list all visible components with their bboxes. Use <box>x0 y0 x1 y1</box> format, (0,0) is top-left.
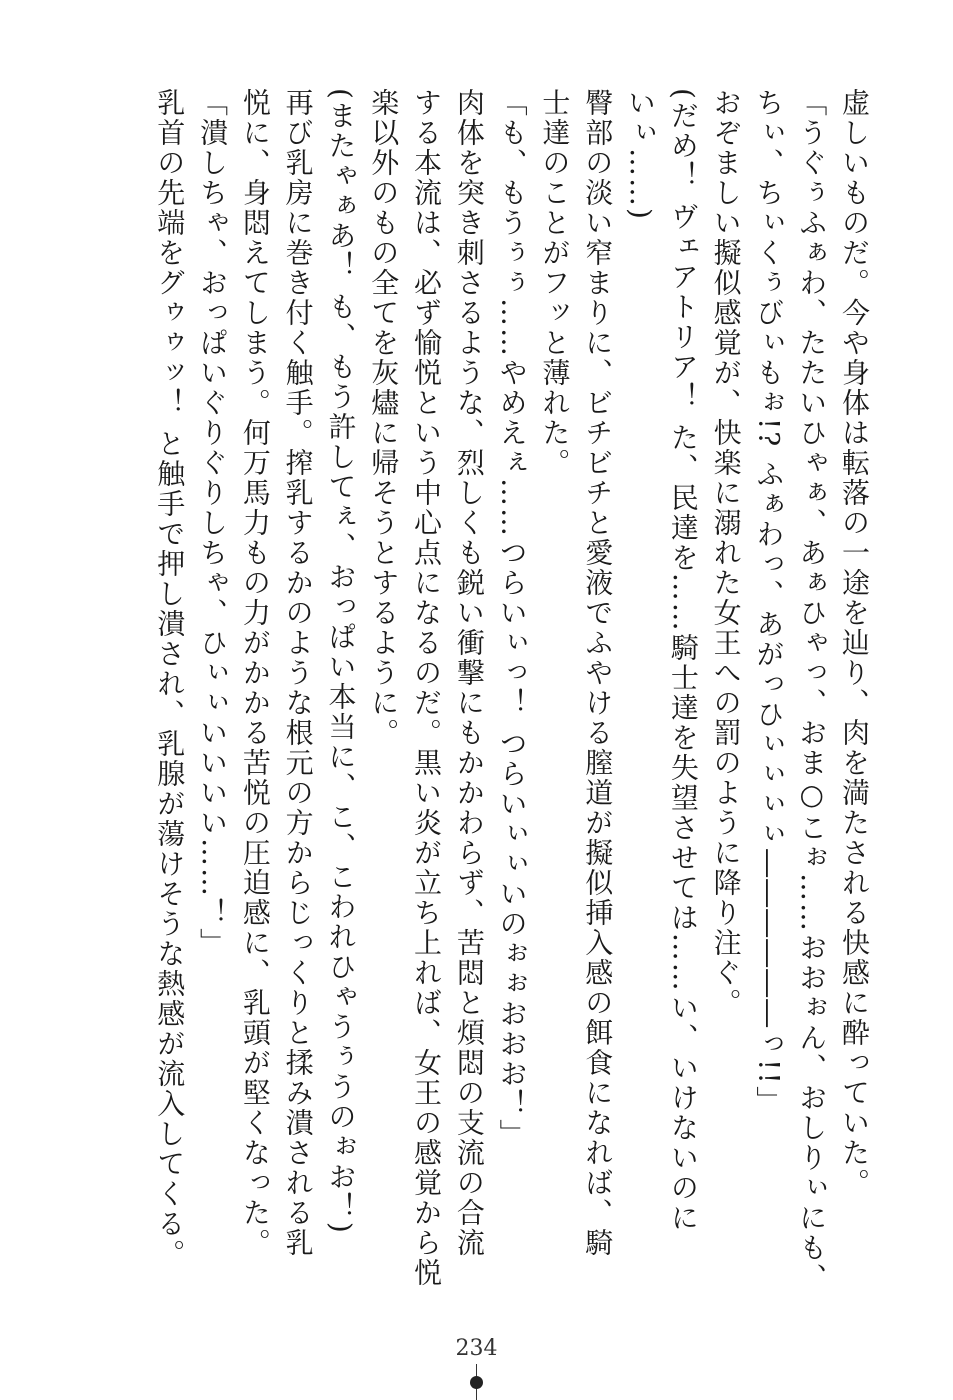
text-line: おぞましい擬似感覚が、快楽に溺れた女王への罰のように降り注ぐ。 <box>709 88 743 1018</box>
text-line: 「潰しちゃ、おっぱいぐりぐりしちゃ、ひぃぃいいいい……！」 <box>196 88 230 958</box>
text-line: 悦に、身悶えてしまう。何万馬力もの力がかかる苦悦の圧迫感に、乳頭が堅くなった。 <box>238 88 272 1258</box>
text-line: する本流は、必ず愉悦という中心点になるのだ。黒い炎が立ち上れば、女王の感覚から悦 <box>410 88 444 1288</box>
vertical-text-body <box>95 88 875 1298</box>
text-line: いぃ……) <box>624 88 658 221</box>
text-line: 肉体を突き刺さるような、烈しくも鋭い衝撃にもかかわらず、苦悶と煩悶の支流の合流 <box>452 88 486 1258</box>
text-line: 乳首の先端をグゥゥッ！ と触手で押し潰され、乳腺が蕩けそうな熱感が流入してくる。 <box>153 88 187 1269</box>
text-line: 「も、もうぅぅ……やめえぇ……つらいぃっ！ つらいぃぃいのぉぉおおお！」 <box>495 88 529 1149</box>
text-line: 士達のことがフッと薄れた。 <box>538 88 572 478</box>
text-line: 臀部の淡い窄まりに、ビチビチと愛液でふやける膣道が擬似挿入感の餌食になれば、騎 <box>581 88 615 1258</box>
text-line: (またゃぁあ！ も、もう許してぇ、おっぱい本当に、こ、こわれひゃうぅうのぉお！) <box>324 88 358 1235</box>
page-number: 234 <box>455 1336 498 1361</box>
text-line: (だめ！ ヴェアトリア！ た、民達を……騎士達を失望させては……い、いけないのに <box>666 88 700 1233</box>
text-line: 楽以外のもの全てを灰燼に帰そうとするように。 <box>367 88 401 748</box>
text-line: 再び乳房に巻き付く触手。搾乳するかのような根元の方からじっくりと揉み潰される乳 <box>281 88 315 1258</box>
ornament-dot-icon <box>470 1376 483 1389</box>
text-line: 「うぐぅふぁわ、たたいひゃぁ、あぁひゃっ、おま○こぉ……おおぉん、おしりぃにも、 <box>795 88 829 1293</box>
text-line: 虚しいものだ。今や身体は転落の一途を辿り、肉を満たされる快感に酔っていた。 <box>838 88 871 1198</box>
text-line: ちぃ、ちぃくぅびぃもぉ!? ふぁわっ、あがっひぃぃぃぃ――――――っ!!」 <box>752 88 786 1116</box>
